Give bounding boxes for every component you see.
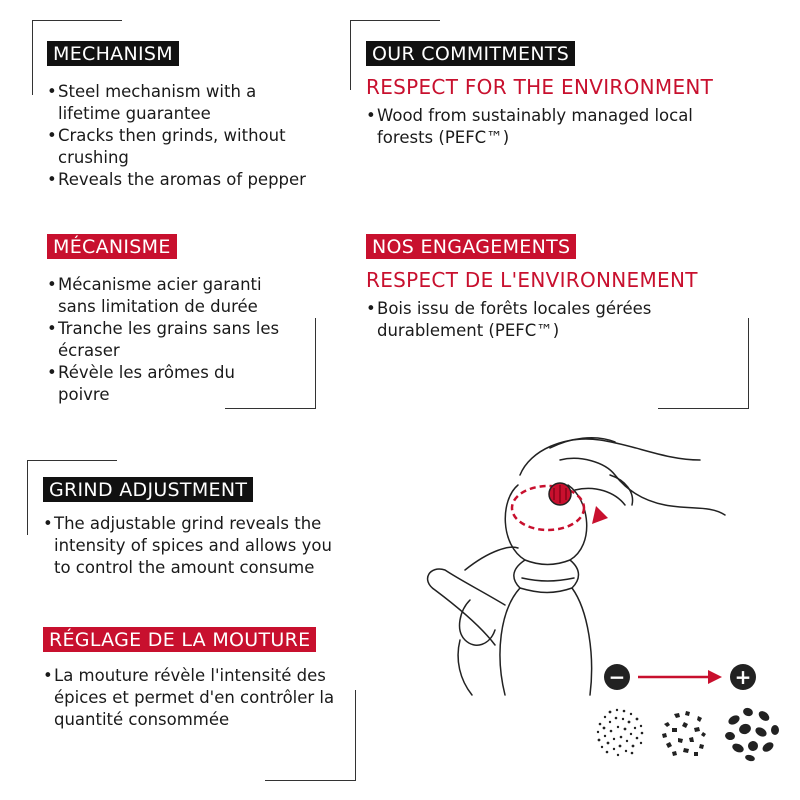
list-item: • Tranche les grains sans les écraser xyxy=(47,318,287,362)
commitments-fr-section xyxy=(366,234,766,342)
list-item: • Steel mechanism with a lifetime guarantee xyxy=(47,81,307,125)
list-item: • Cracks then grinds, without crushing xyxy=(47,125,307,169)
grind-fr-section xyxy=(43,627,353,731)
mechanism-en-list xyxy=(47,81,307,191)
commitments-en-heading: OUR COMMITMENTS xyxy=(366,41,575,66)
fine-grind-icon xyxy=(590,702,650,762)
arrow-right-icon xyxy=(638,668,722,686)
frame-line xyxy=(32,20,33,95)
minus-icon: − xyxy=(604,664,630,690)
frame-line xyxy=(27,460,117,461)
list-item: • Bois issu de forêts locales gérées durablement (PEFC™) xyxy=(366,298,696,342)
list-item: • Révèle les arômes du poivre xyxy=(47,362,287,406)
grind-fr-list xyxy=(43,665,353,731)
commitments-fr-subtitle: RESPECT DE L'ENVIRONNEMENT xyxy=(366,268,698,292)
frame-line xyxy=(658,408,749,409)
coarse-grind-icon xyxy=(720,700,784,764)
medium-grind-icon xyxy=(654,702,714,762)
list-item: • Reveals the aromas of pepper xyxy=(47,169,307,191)
frame-line xyxy=(350,20,351,90)
grind-en-heading: GRIND ADJUSTMENT xyxy=(43,477,253,502)
list-item: • Wood from sustainably managed local forests (PEFC™) xyxy=(366,105,726,149)
list-item: • The adjustable grind reveals the intensity of spices and allows you to control the amount consume xyxy=(43,513,353,579)
mechanism-en-heading: MECHANISM xyxy=(47,41,179,66)
grind-scale xyxy=(590,660,790,770)
commitments-en-section xyxy=(366,41,766,149)
mechanism-fr-heading: MÉCANISME xyxy=(47,234,177,259)
grind-fr-heading: RÉGLAGE DE LA MOUTURE xyxy=(43,627,316,652)
frame-line xyxy=(315,318,316,408)
commitments-fr-heading: NOS ENGAGEMENTS xyxy=(366,234,576,259)
list-item: • Mécanisme acier garanti sans limitation de durée xyxy=(47,274,287,318)
plus-icon: + xyxy=(730,664,756,690)
frame-line xyxy=(350,20,440,21)
commitments-en-list xyxy=(366,105,726,149)
mechanism-fr-section xyxy=(47,234,287,406)
grind-en-list xyxy=(43,513,353,579)
mechanism-fr-list xyxy=(47,274,287,406)
frame-line xyxy=(265,780,356,781)
frame-line xyxy=(27,460,28,535)
commitments-en-subtitle: RESPECT FOR THE ENVIRONMENT xyxy=(366,75,714,99)
frame-line xyxy=(225,408,316,409)
mechanism-en-section xyxy=(47,41,307,191)
commitments-fr-list xyxy=(366,298,696,342)
list-item: • La mouture révèle l'intensité des épices et permet d'en contrôler la quantité consommée xyxy=(43,665,353,731)
frame-line xyxy=(32,20,122,21)
frame-line xyxy=(355,690,356,780)
grind-en-section xyxy=(43,477,353,579)
